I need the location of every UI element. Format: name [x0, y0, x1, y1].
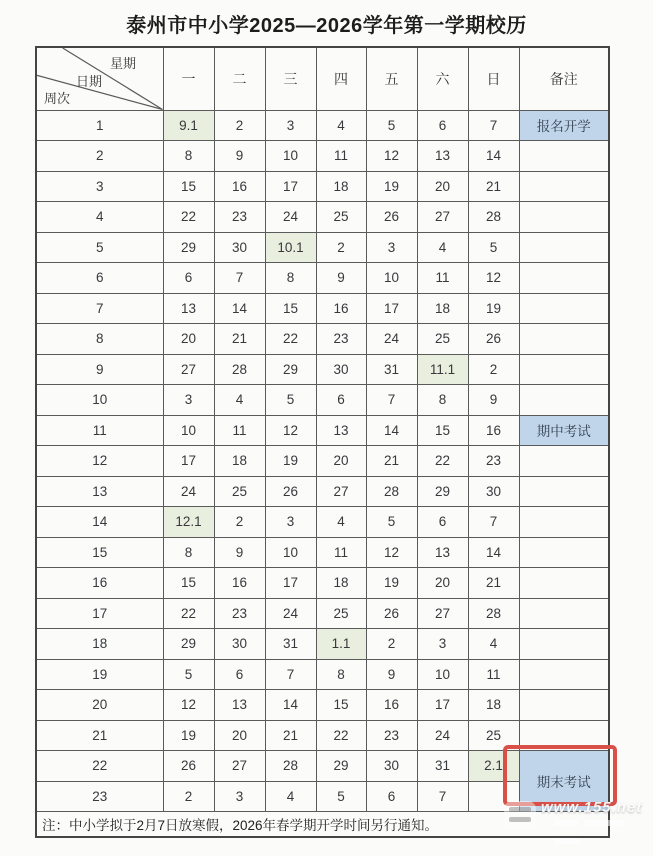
day-cell: 7	[417, 781, 468, 812]
week-number-cell: 1	[36, 110, 163, 141]
remark-cell	[519, 293, 609, 324]
day-cell: 13	[316, 415, 366, 446]
day-cell: 2	[468, 354, 519, 385]
calendar-week-row	[36, 629, 609, 660]
day-cell: 9	[214, 537, 265, 568]
day-cell: 18	[468, 690, 519, 721]
page-title: 泰州市中小学2025—2026学年第一学期校历	[126, 15, 527, 37]
day-cell: 2	[366, 629, 417, 660]
day-cell: 16	[214, 568, 265, 599]
day-cell: 23	[214, 202, 265, 233]
remark-header: 备注	[519, 47, 609, 110]
day-cell: 3	[366, 232, 417, 263]
day-cell: 6	[366, 781, 417, 812]
week-number-cell: 17	[36, 598, 163, 629]
day-cell: 26	[468, 324, 519, 355]
day-cell: 14	[214, 293, 265, 324]
day-cell: 13	[417, 537, 468, 568]
day-cell: 11.1	[417, 354, 468, 385]
day-cell: 19	[366, 171, 417, 202]
day-cell: 11	[316, 537, 366, 568]
day-cell: 13	[163, 293, 214, 324]
day-cell: 27	[417, 598, 468, 629]
calendar-table	[35, 46, 610, 838]
remark-cell	[519, 232, 609, 263]
day-cell: 4	[417, 232, 468, 263]
week-number-cell: 16	[36, 568, 163, 599]
calendar-week-row	[36, 598, 609, 629]
calendar-week-row	[36, 263, 609, 294]
remark-cell: 期中考试	[519, 415, 609, 446]
day-cell: 21	[265, 720, 316, 751]
remark-cell: 期末考试	[519, 751, 609, 812]
day-cell: 17	[417, 690, 468, 721]
day-cell: 30	[214, 232, 265, 263]
day-cell: 21	[468, 171, 519, 202]
day-cell: 16	[214, 171, 265, 202]
watermark-text: www.155.net	[541, 799, 643, 816]
remark-cell	[519, 171, 609, 202]
day-cell: 1.1	[316, 629, 366, 660]
day-cell: 10	[265, 141, 316, 172]
day-cell: 25	[316, 598, 366, 629]
calendar-week-row	[36, 232, 609, 263]
day-cell: 18	[214, 446, 265, 477]
day-cell: 17	[265, 171, 316, 202]
day-cell: 24	[417, 720, 468, 751]
day-cell: 5	[366, 507, 417, 538]
day-cell: 31	[366, 354, 417, 385]
day-cell: 7	[468, 507, 519, 538]
day-cell: 3	[417, 629, 468, 660]
day-cell: 17	[163, 446, 214, 477]
calendar-week-row	[36, 568, 609, 599]
day-cell: 11	[417, 263, 468, 294]
day-cell: 3	[163, 385, 214, 416]
day-cell: 9	[366, 659, 417, 690]
week-number-cell: 4	[36, 202, 163, 233]
day-cell: 20	[163, 324, 214, 355]
day-cell: 7	[214, 263, 265, 294]
week-number-cell: 14	[36, 507, 163, 538]
day-cell: 10.1	[265, 232, 316, 263]
day-cell: 25	[468, 720, 519, 751]
day-cell: 20	[316, 446, 366, 477]
day-cell: 30	[214, 629, 265, 660]
day-cell: 16	[316, 293, 366, 324]
day-cell: 21	[214, 324, 265, 355]
day-cell: 27	[214, 751, 265, 782]
remark-cell	[519, 629, 609, 660]
day-cell: 8	[265, 263, 316, 294]
day-cell: 29	[163, 232, 214, 263]
day-cell: 12	[163, 690, 214, 721]
diagonal-label-date: 日期	[76, 74, 103, 89]
day-cell: 10	[366, 263, 417, 294]
day-cell: 7	[265, 659, 316, 690]
day-cell: 10	[163, 415, 214, 446]
remark-cell	[519, 354, 609, 385]
calendar-week-row	[36, 415, 609, 446]
day-cell: 4	[316, 507, 366, 538]
calendar-week-row	[36, 110, 609, 141]
day-header-thu: 四	[316, 47, 366, 110]
day-cell: 2	[316, 232, 366, 263]
week-number-cell: 2	[36, 141, 163, 172]
day-cell: 7	[366, 385, 417, 416]
day-cell: 16	[366, 690, 417, 721]
day-cell: 15	[265, 293, 316, 324]
week-number-cell: 23	[36, 781, 163, 812]
calendar-week-row	[36, 537, 609, 568]
remark-cell	[519, 659, 609, 690]
day-cell: 21	[366, 446, 417, 477]
day-cell: 15	[163, 171, 214, 202]
day-cell: 9	[316, 263, 366, 294]
remark-cell	[519, 385, 609, 416]
day-cell: 29	[265, 354, 316, 385]
week-number-cell: 21	[36, 720, 163, 751]
week-number-cell: 22	[36, 751, 163, 782]
day-cell: 6	[417, 507, 468, 538]
calendar-week-row	[36, 751, 609, 782]
calendar-week-row	[36, 324, 609, 355]
calendar-week-row	[36, 720, 609, 751]
day-cell: 13	[417, 141, 468, 172]
day-cell: 31	[265, 629, 316, 660]
watermark-subtext-bars	[554, 820, 652, 826]
day-cell: 5	[265, 385, 316, 416]
day-cell: 25	[214, 476, 265, 507]
day-cell: 30	[468, 476, 519, 507]
day-cell: 15	[163, 568, 214, 599]
day-cell: 12	[265, 415, 316, 446]
week-number-cell: 8	[36, 324, 163, 355]
week-number-cell: 5	[36, 232, 163, 263]
diagonal-label-weeknum: 周次	[44, 91, 71, 106]
day-header-sat: 六	[417, 47, 468, 110]
day-header-tue: 二	[214, 47, 265, 110]
day-cell: 29	[417, 476, 468, 507]
day-cell: 17	[265, 568, 316, 599]
day-cell: 9	[214, 141, 265, 172]
day-header-wed: 三	[265, 47, 316, 110]
day-cell: 14	[265, 690, 316, 721]
day-cell: 6	[316, 385, 366, 416]
day-cell: 6	[214, 659, 265, 690]
day-cell: 2	[214, 110, 265, 141]
calendar-week-row	[36, 690, 609, 721]
week-number-cell: 3	[36, 171, 163, 202]
day-cell: 3	[265, 507, 316, 538]
day-cell: 16	[468, 415, 519, 446]
day-cell: 24	[265, 598, 316, 629]
day-cell: 7	[468, 110, 519, 141]
day-cell: 14	[468, 537, 519, 568]
day-cell: 30	[316, 354, 366, 385]
day-cell: 24	[163, 476, 214, 507]
day-cell: 12	[366, 141, 417, 172]
diagonal-label-weekday: 星期	[110, 56, 137, 71]
remark-cell	[519, 598, 609, 629]
day-cell: 18	[417, 293, 468, 324]
calendar-week-row	[36, 659, 609, 690]
day-cell: 22	[163, 598, 214, 629]
remark-cell	[519, 324, 609, 355]
calendar-week-row	[36, 507, 609, 538]
remark-cell	[519, 446, 609, 477]
diagonal-header-cell	[36, 47, 163, 110]
day-cell: 22	[417, 446, 468, 477]
day-cell: 18	[316, 171, 366, 202]
day-cell: 27	[316, 476, 366, 507]
day-cell: 22	[316, 720, 366, 751]
day-cell: 20	[214, 720, 265, 751]
day-cell: 5	[468, 232, 519, 263]
day-cell: 10	[265, 537, 316, 568]
day-cell: 28	[214, 354, 265, 385]
day-cell: 11	[214, 415, 265, 446]
day-cell: 12.1	[163, 507, 214, 538]
day-cell: 11	[468, 659, 519, 690]
day-cell: 6	[163, 263, 214, 294]
watermark-logo	[504, 801, 536, 830]
calendar-week-row	[36, 385, 609, 416]
day-cell: 19	[468, 293, 519, 324]
day-cell: 29	[316, 751, 366, 782]
calendar-week-row	[36, 293, 609, 324]
week-number-cell: 20	[36, 690, 163, 721]
day-cell: 8	[163, 537, 214, 568]
day-cell: 5	[163, 659, 214, 690]
day-cell: 6	[417, 110, 468, 141]
day-cell: 28	[468, 598, 519, 629]
day-cell: 3	[265, 110, 316, 141]
day-cell: 5	[316, 781, 366, 812]
day-cell: 24	[366, 324, 417, 355]
day-cell: 26	[366, 598, 417, 629]
day-cell: 17	[366, 293, 417, 324]
day-cell: 25	[316, 202, 366, 233]
remark-cell	[519, 202, 609, 233]
remark-cell	[519, 537, 609, 568]
day-cell: 15	[316, 690, 366, 721]
day-cell: 23	[316, 324, 366, 355]
day-cell: 22	[163, 202, 214, 233]
day-cell: 9	[468, 385, 519, 416]
day-cell: 28	[265, 751, 316, 782]
day-header-fri: 五	[366, 47, 417, 110]
day-cell: 8	[316, 659, 366, 690]
week-number-cell: 13	[36, 476, 163, 507]
remark-cell	[519, 263, 609, 294]
day-cell: 4	[265, 781, 316, 812]
day-cell: 14	[468, 141, 519, 172]
day-cell: 25	[417, 324, 468, 355]
week-number-cell: 6	[36, 263, 163, 294]
day-cell: 12	[366, 537, 417, 568]
day-cell: 4	[468, 629, 519, 660]
footnote-text: 注：中小学拟于2月7日放寒假，2026年春学期开学时间另行通知。	[36, 812, 609, 838]
day-cell: 26	[265, 476, 316, 507]
day-cell: 27	[163, 354, 214, 385]
week-number-cell: 11	[36, 415, 163, 446]
remark-cell: 报名开学	[519, 110, 609, 141]
week-number-cell: 18	[36, 629, 163, 660]
day-cell: 28	[468, 202, 519, 233]
day-cell: 12	[468, 263, 519, 294]
day-cell: 3	[214, 781, 265, 812]
day-cell: 23	[468, 446, 519, 477]
day-cell: 20	[417, 568, 468, 599]
calendar-week-row	[36, 202, 609, 233]
day-cell: 23	[366, 720, 417, 751]
calendar-week-row	[36, 446, 609, 477]
day-cell: 2	[214, 507, 265, 538]
day-cell: 19	[366, 568, 417, 599]
day-cell: 11	[316, 141, 366, 172]
day-cell: 29	[163, 629, 214, 660]
watermark	[502, 797, 652, 835]
remark-cell	[519, 141, 609, 172]
remark-cell	[519, 690, 609, 721]
day-cell: 21	[468, 568, 519, 599]
day-cell: 18	[316, 568, 366, 599]
day-cell: 22	[265, 324, 316, 355]
day-cell: 13	[214, 690, 265, 721]
day-cell: 15	[417, 415, 468, 446]
day-cell: 9.1	[163, 110, 214, 141]
week-number-cell: 9	[36, 354, 163, 385]
day-cell: 4	[214, 385, 265, 416]
day-cell: 10	[417, 659, 468, 690]
day-cell: 2.1	[468, 751, 519, 782]
day-cell: 20	[417, 171, 468, 202]
week-number-cell: 19	[36, 659, 163, 690]
day-cell: 24	[265, 202, 316, 233]
day-cell: 31	[417, 751, 468, 782]
week-number-cell: 15	[36, 537, 163, 568]
remark-cell	[519, 507, 609, 538]
day-header-mon: 一	[163, 47, 214, 110]
header-row	[36, 47, 609, 110]
day-cell: 19	[265, 446, 316, 477]
day-cell: 28	[366, 476, 417, 507]
day-cell: 19	[163, 720, 214, 751]
day-cell: 26	[163, 751, 214, 782]
day-header-sun: 日	[468, 47, 519, 110]
week-number-cell: 12	[36, 446, 163, 477]
calendar-week-row	[36, 476, 609, 507]
week-number-cell: 7	[36, 293, 163, 324]
day-cell: 4	[316, 110, 366, 141]
day-cell: 14	[366, 415, 417, 446]
calendar-week-row	[36, 354, 609, 385]
day-cell: 2	[163, 781, 214, 812]
day-cell: 5	[366, 110, 417, 141]
day-cell: 26	[366, 202, 417, 233]
remark-cell	[519, 720, 609, 751]
day-cell: 30	[366, 751, 417, 782]
day-cell: 8	[163, 141, 214, 172]
calendar-week-row	[36, 171, 609, 202]
remark-cell	[519, 476, 609, 507]
day-cell: 27	[417, 202, 468, 233]
week-number-cell: 10	[36, 385, 163, 416]
day-cell: 23	[214, 598, 265, 629]
remark-cell	[519, 568, 609, 599]
calendar-week-row	[36, 141, 609, 172]
day-cell: 8	[417, 385, 468, 416]
